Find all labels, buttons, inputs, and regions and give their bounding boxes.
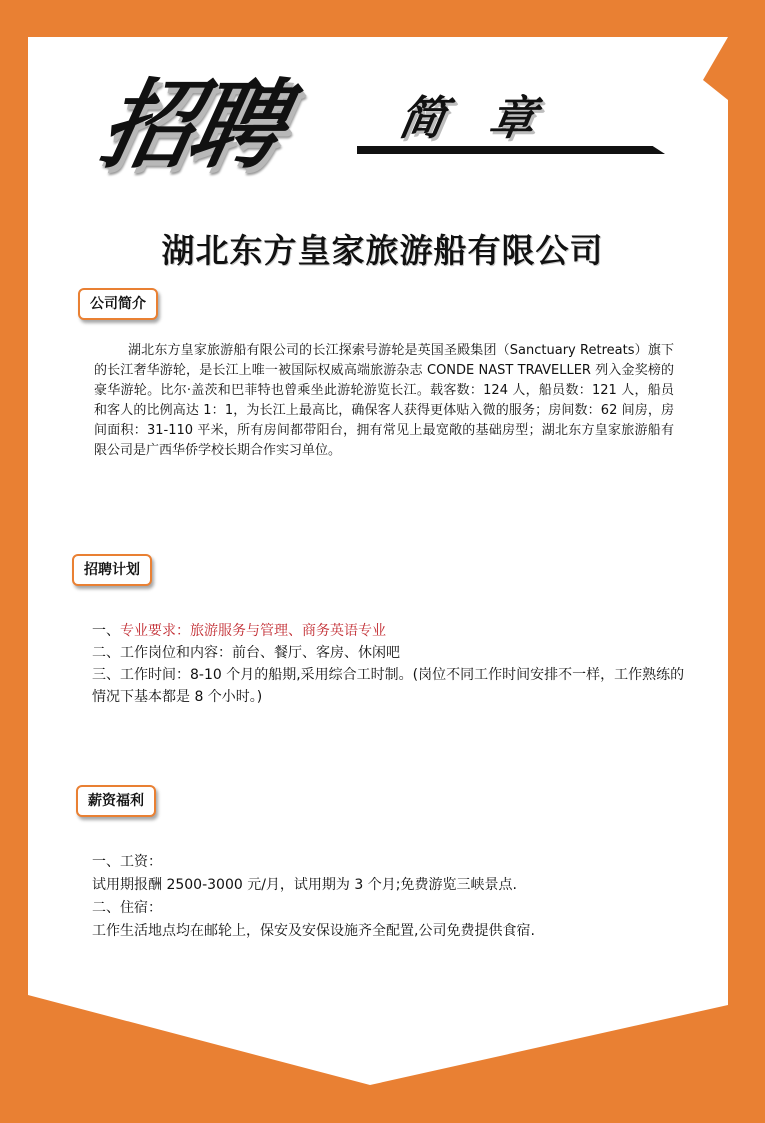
pay-line-housing: 工作生活地点均在邮轮上，保安及安保设施齐全配置,公司免费提供食宿. — [92, 923, 535, 939]
plan-item-major-text: 专业要求：旅游服务与管理、商务英语专业 — [120, 623, 386, 639]
section-tag-pay: 薪资福利 — [76, 785, 156, 817]
plan-item-positions: 二、工作岗位和内容：前台、餐厅、客房、休闲吧 — [92, 645, 400, 661]
main-title: 招聘 — [91, 69, 292, 182]
plan-item-major — [92, 620, 692, 642]
sub-title: 简 章 — [394, 91, 555, 145]
company-name: 湖北东方皇家旅游船有限公司 — [161, 231, 604, 270]
poster-heading — [91, 69, 675, 218]
plan-item-hours: 三、工作时间：8-10 个月的船期,采用综合工时制。(岗位不同工作时间安排不一样，工作熟练的情况下基本都是 8 个小时。) — [92, 667, 685, 705]
pay-line-salary-heading: 一、工资： — [92, 854, 162, 870]
recruit-plan — [92, 620, 692, 708]
pay-line-salary: 试用期报酬 2500-3000 元/月，试用期为 3 个月;免费游览三峡景点. — [92, 877, 517, 893]
company-intro-text: 湖北东方皇家旅游船有限公司的长江探索号游轮是英国圣殿集团（Sanctuary Retreats）旗下的长江奢华游轮，是长江上唯一被国际权威高端旅游杂志 CONDE NAST TRAVELLER 列入金奖榜的豪华游轮。比尔·盖茨和巴菲特也曾乘坐此游轮游览长江。载客数：124 人，船员数：121 人，船员和客人的比例高达 1：1，为长江上最高比，确保客人获得更体贴入微的服务；房间数：62 间房，房间面积：31-110 平米，所有房间都带阳台，拥有常见上最宽敞的基础房型；湖北东方皇家旅游船有限公司是广西华侨学校长期合作实习单位。 — [94, 343, 674, 458]
section-tag-plan: 招聘计划 — [72, 554, 152, 586]
pay-benefits — [92, 851, 692, 943]
section-tag-intro: 公司简介 — [78, 288, 158, 320]
plan-item-major-prefix: 一、 — [92, 623, 120, 639]
pay-line-housing-heading: 二、住宿： — [92, 900, 162, 916]
